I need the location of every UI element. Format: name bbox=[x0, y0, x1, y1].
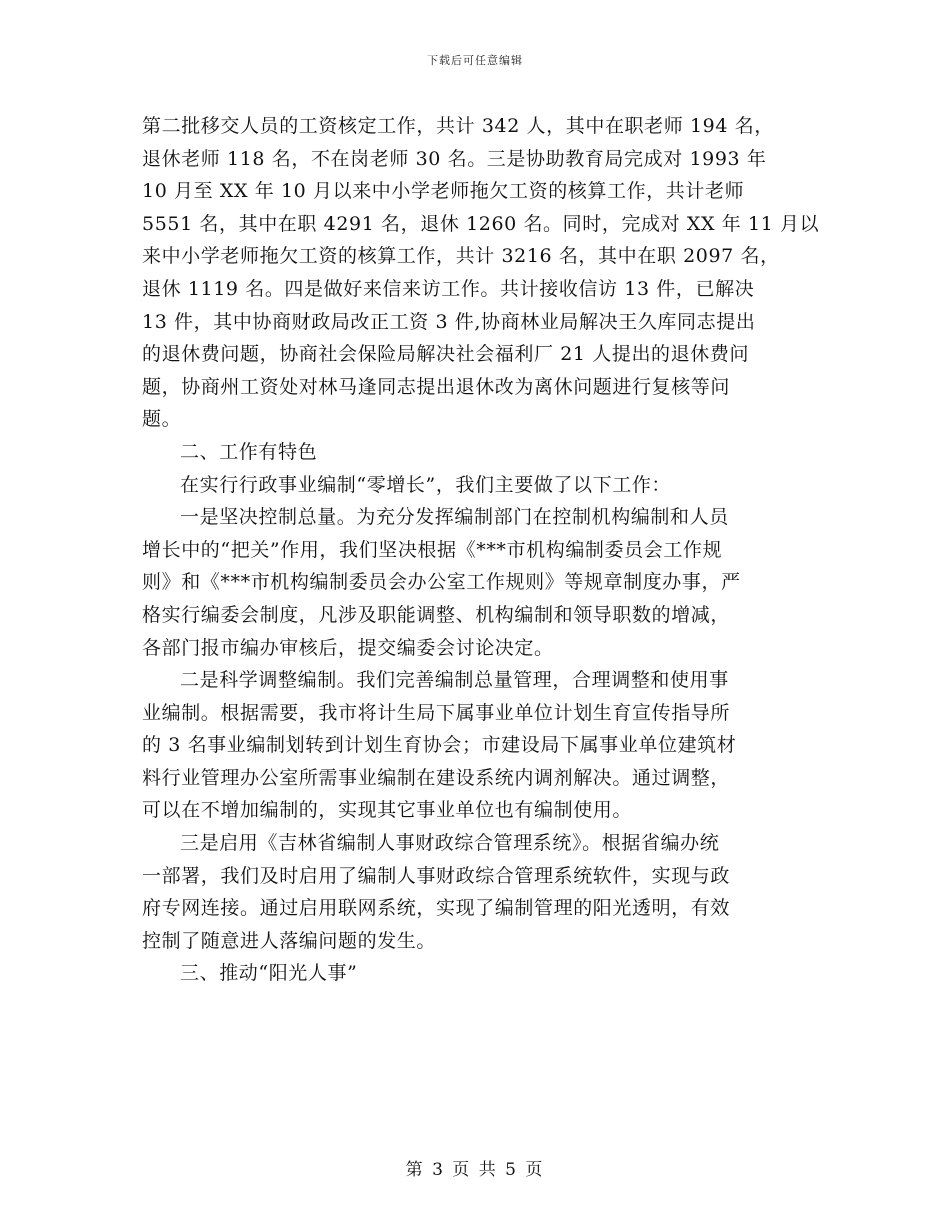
text-line: 的退休费问题，协商社会保险局解决社会福利厂 21 人提出的退休费问 bbox=[142, 343, 750, 366]
text-line: 退休 1119 名。四是做好来信来访工作。共计接收信访 13 件，已解决 bbox=[142, 277, 755, 300]
document-body bbox=[142, 110, 820, 990]
text-line: 各部门报市编办审核后，提交编委会讨论决定。 bbox=[142, 636, 554, 659]
text-line: 二是科学调整编制。我们完善编制总量管理，合理调整和使用事 bbox=[180, 669, 729, 692]
text-line: 10 月至 XX 年 10 月以来中小学老师拖欠工资的核算工作，共计老师 bbox=[142, 180, 745, 203]
page-footer: 第 3 页 共 5 页 bbox=[405, 1160, 545, 1180]
text-line: 一部署，我们及时启用了编制人事财政综合管理系统软件，实现与政 bbox=[142, 864, 731, 887]
text-line: 则》和《***市机构编制委员会办公室工作规则》等规章制度办事，严 bbox=[142, 571, 741, 594]
paragraph-wage-work bbox=[142, 110, 820, 436]
text-line: 题，协商州工资处对林马逢同志提出退休改为离休问题进行复核等问 bbox=[142, 375, 731, 398]
text-line: 可以在不增加编制的，实现其它事业单位也有编制使用。 bbox=[142, 799, 633, 822]
paragraph-management-system bbox=[142, 827, 812, 957]
text-line: 三是启用《吉林省编制人事财政综合管理系统》。根据省编办统 bbox=[180, 832, 720, 855]
text-line: 13 件，其中协商财政局改正工资 3 件,协商林业局解决王久库同志提出 bbox=[142, 310, 756, 333]
text-line: 料行业管理办公室所需事业编制在建设系统内调剂解决。通过调整， bbox=[142, 766, 731, 789]
paragraph-adjust-staffing bbox=[142, 664, 812, 827]
page-header: 下载后可任意编辑 bbox=[427, 54, 523, 67]
text-line: 格实行编委会制度，凡涉及职能调整、机构编制和领导职数的增减， bbox=[142, 603, 731, 626]
paragraph-intro: 在实行行政事业编制“零增长”，我们主要做了以下工作： bbox=[180, 473, 672, 496]
section-heading-3: 三、推动“阳光人事” bbox=[180, 962, 358, 985]
text-line: 业编制。根据需要，我市将计生局下属事业单位计划生育宣传指导所 bbox=[142, 701, 731, 724]
text-line: 增长中的“把关”作用，我们坚决根据《***市机构编制委员会工作规 bbox=[142, 538, 723, 561]
paragraph-control-total bbox=[142, 501, 812, 664]
text-line: 退休老师 118 名，不在岗老师 30 名。三是协助教育局完成对 1993 年 bbox=[142, 147, 767, 170]
text-line: 控制了随意进人落编问题的发生。 bbox=[142, 929, 437, 952]
text-line: 府专网连接。通过启用联网系统，实现了编制管理的阳光透明，有效 bbox=[142, 897, 731, 920]
text-line: 一是坚决控制总量。为充分发挥编制部门在控制机构编制和人员 bbox=[180, 506, 729, 529]
text-line: 题。 bbox=[142, 408, 182, 431]
text-line: 的 3 名事业编制划转到计划生育协会；市建设局下属事业单位建筑材 bbox=[142, 734, 737, 757]
text-line: 5551 名，其中在职 4291 名，退休 1260 名。同时，完成对 XX 年 11 月以 bbox=[142, 212, 820, 235]
text-line: 第二批移交人员的工资核定工作，共计 342 人，其中在职老师 194 名， bbox=[142, 115, 774, 137]
text-line: 来中小学老师拖欠工资的核算工作，共计 3216 名，其中在职 2097 名， bbox=[142, 245, 780, 268]
section-heading-2: 二、工作有特色 bbox=[180, 440, 318, 463]
